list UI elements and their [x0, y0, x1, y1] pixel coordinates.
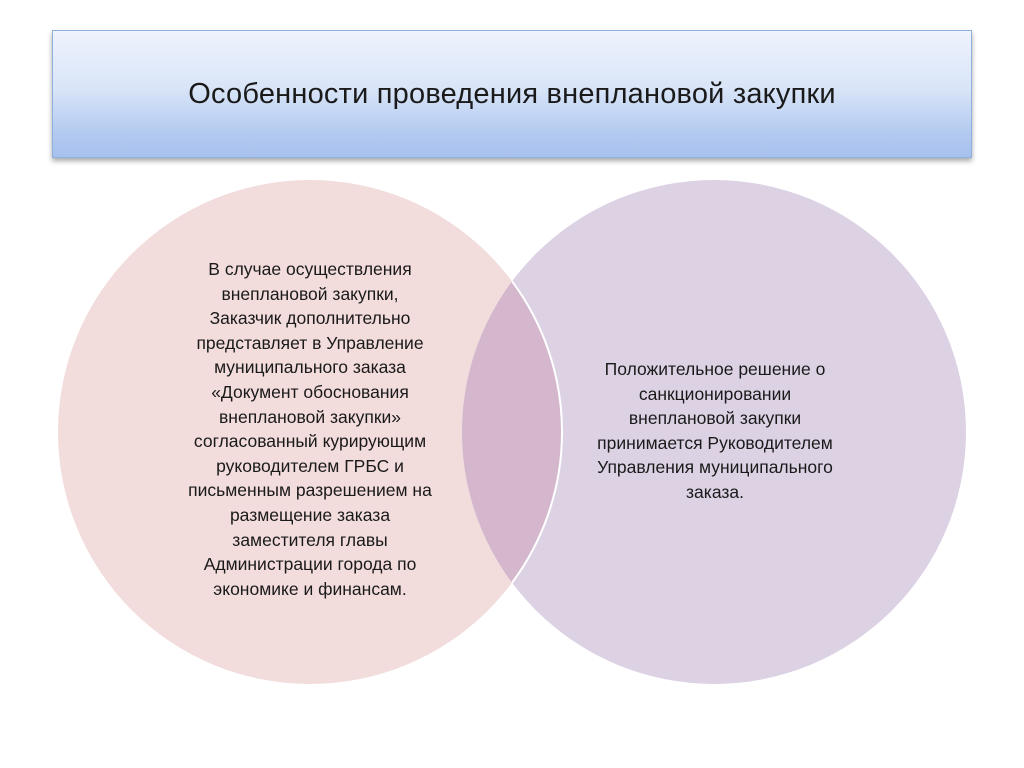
- left-line: «Документ обоснования: [211, 381, 409, 402]
- right-circle-text: [560, 357, 870, 505]
- left-line: согласованный курирующим: [193, 431, 427, 452]
- right-line: Управления муниципального: [597, 457, 833, 478]
- right-line: внеплановой закупки: [628, 408, 802, 429]
- left-circle-text: [150, 257, 470, 601]
- left-line: муниципального заказа: [214, 357, 406, 378]
- right-line: принимается Руководителем: [597, 432, 833, 453]
- left-line: размещение заказа: [229, 504, 391, 525]
- left-line: экономике и финансам.: [213, 578, 407, 599]
- right-line: санкционировании: [638, 383, 792, 404]
- left-line: руководителем ГРБС и: [216, 455, 404, 476]
- left-line: заместителя главы: [232, 529, 388, 550]
- left-line: письменным разрешением на: [188, 480, 432, 501]
- slide-title: Особенности проведения внеплановой закупки: [188, 77, 836, 110]
- left-line: Администрации города по: [203, 554, 417, 575]
- left-line: представляет в Управление: [196, 332, 424, 353]
- left-line: внеплановой закупки»: [219, 406, 401, 427]
- right-line: Положительное решение о: [604, 359, 826, 379]
- left-line: внеплановой закупки,: [221, 283, 399, 304]
- left-line: В случае осуществления: [208, 259, 412, 279]
- left-line: Заказчик дополнительно: [209, 308, 411, 329]
- right-line: заказа.: [686, 481, 744, 502]
